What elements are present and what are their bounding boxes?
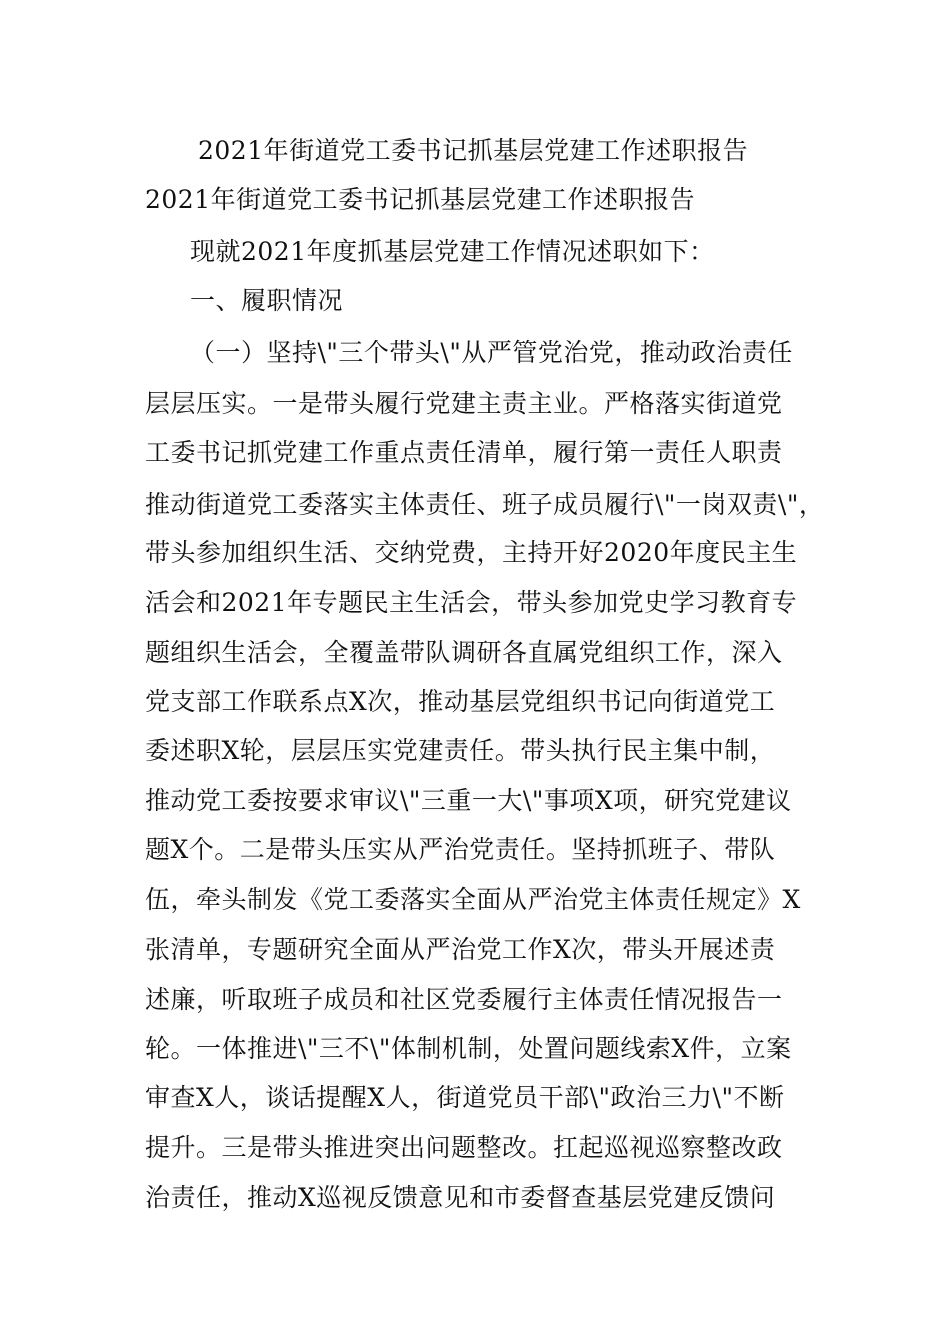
body-line: 带头参加组织生活、交纳党费，主持开好2020年度民主生 (145, 538, 798, 567)
body-line: 党支部工作联系点X次，推动基层党组织书记向街道党工 (145, 687, 776, 716)
body-line: 活会和2021年专题民主生活会，带头参加党史学习教育专 (145, 588, 798, 617)
body-line: 推动党工委按要求审议\"三重一大\"事项X项，研究党建议 (145, 786, 792, 815)
body-line: （一）坚持\"三个带头\"从严管党治党，推动政治责任 (190, 338, 793, 367)
body-line: 工委书记抓党建工作重点责任清单，履行第一责任人职责 (145, 438, 783, 467)
body-line: 题组织生活会，全覆盖带队调研各直属党组织工作，深入 (145, 638, 783, 667)
body-line: 层层压实。一是带头履行党建主责主业。严格落实街道党 (145, 389, 783, 418)
body-line: 推动街道党工委落实主体责任、班子成员履行\"一岗双责\"， (145, 490, 825, 519)
document-subtitle: 2021年街道党工委书记抓基层党建工作述职报告 (145, 185, 696, 214)
body-line: 题X个。二是带头压实从严治党责任。坚持抓班子、带队 (145, 835, 776, 864)
body-line: 轮。一体推进\"三不\"体制机制，处置问题线索X件，立案 (145, 1034, 792, 1063)
body-line: 述廉，听取班子成员和社区党委履行主体责任情况报告一 (145, 985, 783, 1014)
body-line: 伍，牵头制发《党工委落实全面从严治党主体责任规定》X (145, 885, 801, 914)
intro-paragraph: 现就2021年度抓基层党建工作情况述职如下： (190, 237, 715, 266)
body-line: 审查X人，谈话提醒X人，街道党员干部\"政治三力\"不断 (145, 1083, 785, 1112)
body-line: 提升。三是带头推进突出问题整改。扛起巡视巡察整改政 (145, 1133, 783, 1162)
body-line: 治责任，推动X巡视反馈意见和市委督查基层党建反馈问 (145, 1183, 776, 1212)
body-line: 张清单，专题研究全面从严治党工作X次，带头开展述责 (145, 935, 776, 964)
section-heading: 一、履职情况 (190, 286, 344, 315)
document-title: 2021年街道党工委书记抓基层党建工作述职报告 (198, 136, 749, 165)
body-line: 委述职X轮，层层压实党建责任。带头执行民主集中制， (145, 736, 776, 765)
